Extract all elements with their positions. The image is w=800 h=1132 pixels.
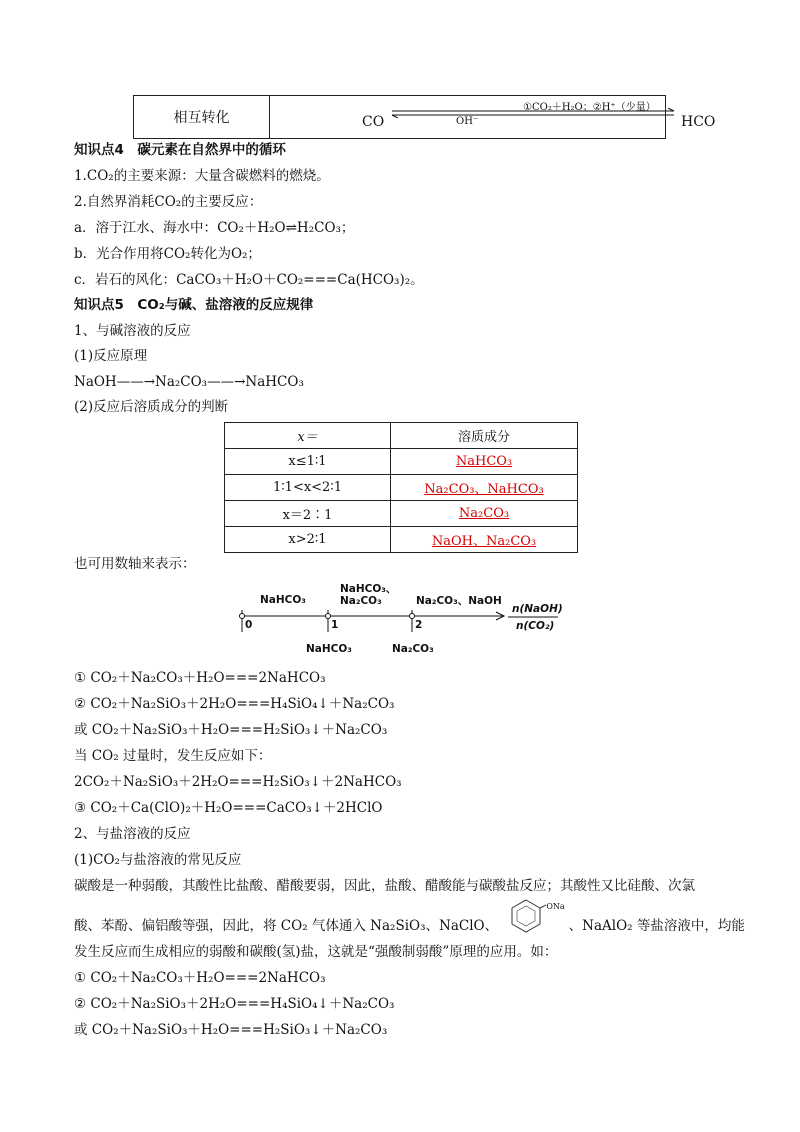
section5-p1: (1)反应原理 [74,348,148,364]
reaction-2: ② CO₂＋Na₂SiO₃＋2H₂O===H₄SiO₄↓＋Na₂CO₃ [74,696,395,712]
excess-note: 当 CO₂ 过量时，发生反应如下： [74,748,272,764]
segment-label-3: Na₂CO₃、NaOH [416,595,502,607]
row-x: x≤1∶1 [225,449,391,475]
section4-item1 [74,167,330,185]
reaction-4: 2CO₂＋Na₂SiO₃＋2H₂O===H₂SiO₃↓＋2NaHCO₃ [74,774,402,790]
header-composition: 溶质成分 [391,423,578,449]
tick-1: 1 [331,619,339,631]
solute-table-header [225,423,578,449]
section5-sub1: 1、与碱溶液的反应 [74,323,191,339]
row-composition: Na₂CO₃ [458,506,510,521]
reaction-chain: NaOH——→Na₂CO₃——→NaHCO₃ [74,374,304,390]
header-x: x＝ [225,423,391,449]
section4-b: b．光合作用将CO₂转化为O₂； [74,246,261,262]
salt-paragraph-b1: 酸、苯酚、偏铝酸等强，因此，将 CO₂ 气体通入 Na₂SiO₃、NaClO、 [74,918,499,934]
tick-2: 2 [415,619,423,631]
carbonate-species: CO [362,114,385,130]
salt-p1: (1)CO₂与盐溶液的常见反应 [74,852,242,868]
row-x: x＝2∶1 [225,501,391,527]
phenolate-label: ONa [546,901,565,911]
salt-paragraph-b2: 、NaAlO₂ 等盐溶液中，均能 [568,918,745,934]
salt-reaction-3: 或 CO₂＋Na₂SiO₃＋H₂O===H₂SiO₃↓＋Na₂CO₃ [74,1022,388,1038]
salt-reaction-1: ① CO₂＋Na₂CO₃＋H₂O===2NaHCO₃ [74,970,326,986]
numberline-intro: 也可用数轴来表示： [74,556,196,572]
phenolate-structure [502,901,565,936]
number-line [236,580,566,660]
conversion-equation-cell [270,96,716,139]
row-composition: NaOH、Na₂CO₃ [431,534,537,549]
item1-label: 1.CO₂的主要来源： [74,168,195,184]
table-row [225,475,578,501]
section4-a [74,219,354,237]
row-composition: Na₂CO₃、NaHCO₃ [424,482,544,497]
arrow-bottom-condition: OH⁻ [456,116,479,127]
ratio-numerator: n(NaOH) [512,603,563,615]
conversion-row-label: 相互转化 [134,96,270,139]
ratio-denominator: n(CO₂) [516,620,555,632]
section4-item2: 2.自然界消耗CO₂的主要反应： [74,194,263,210]
row-x: x>2∶1 [225,527,391,553]
tick-0: 0 [245,619,253,631]
section5-p2: (2)反应后溶质成分的判断 [74,399,229,415]
a-label: a．溶于江水、海水中： [74,220,218,236]
equilibrium-arrow [388,108,678,118]
benzene-ring-icon [506,896,546,936]
below-label-1: NaHCO₃ [306,643,352,655]
section4-c [74,271,424,289]
bicarbonate-species: HCO [681,114,716,130]
salt-sub-heading: 2、与盐溶液的反应 [74,826,191,842]
segment-label-2b: Na₂CO₃ [340,595,382,607]
table-row [225,501,578,527]
table-row [225,449,578,475]
row-x: 1∶1<x<2∶1 [225,475,391,501]
below-label-2: Na₂CO₃ [392,643,434,655]
salt-reaction-2: ② CO₂＋Na₂SiO₃＋2H₂O===H₄SiO₄↓＋Na₂CO₃ [74,996,395,1012]
segment-label-2a: NaHCO₃、 [340,583,397,595]
table-row [225,527,578,553]
conversion-table [133,95,716,139]
row-composition: NaHCO₃ [455,454,513,469]
section5-heading: 知识点5 CO₂与碱、盐溶液的反应规律 [74,297,314,313]
c-equation: CaCO₃＋H₂O＋CO₂===Ca(HCO₃)₂。 [176,272,424,288]
salt-paragraph-b [74,901,745,936]
reaction-5: ③ CO₂＋Ca(ClO)₂＋H₂O===CaCO₃↓＋2HClO [74,800,383,816]
arrow-top-condition: ①CO₂＋H₂O；②H⁺（少量） [523,102,656,113]
salt-paragraph-a: 碳酸是一种弱酸，其酸性比盐酸、醋酸要弱，因此，盐酸、醋酸能与碳酸盐反应；其酸性又比硅酸、次氯 [74,878,695,894]
solute-table [224,422,578,553]
c-label: c．岩石的风化： [74,272,177,288]
a-equation: CO₂＋H₂O⇌H₂CO₃； [217,220,355,236]
section4-heading: 知识点4 碳元素在自然界中的循环 [74,142,286,158]
item1-text: 大量含碳燃料的燃烧。 [194,168,330,184]
segment-label-1: NaHCO₃ [260,594,306,606]
reaction-3: 或 CO₂＋Na₂SiO₃＋H₂O===H₂SiO₃↓＋Na₂CO₃ [74,722,388,738]
salt-paragraph-c: 发生反应而生成相应的弱酸和碳酸(氢)盐，这就是“强酸制弱酸”原理的应用。如： [74,944,558,960]
reaction-1: ① CO₂＋Na₂CO₃＋H₂O===2NaHCO₃ [74,670,326,686]
